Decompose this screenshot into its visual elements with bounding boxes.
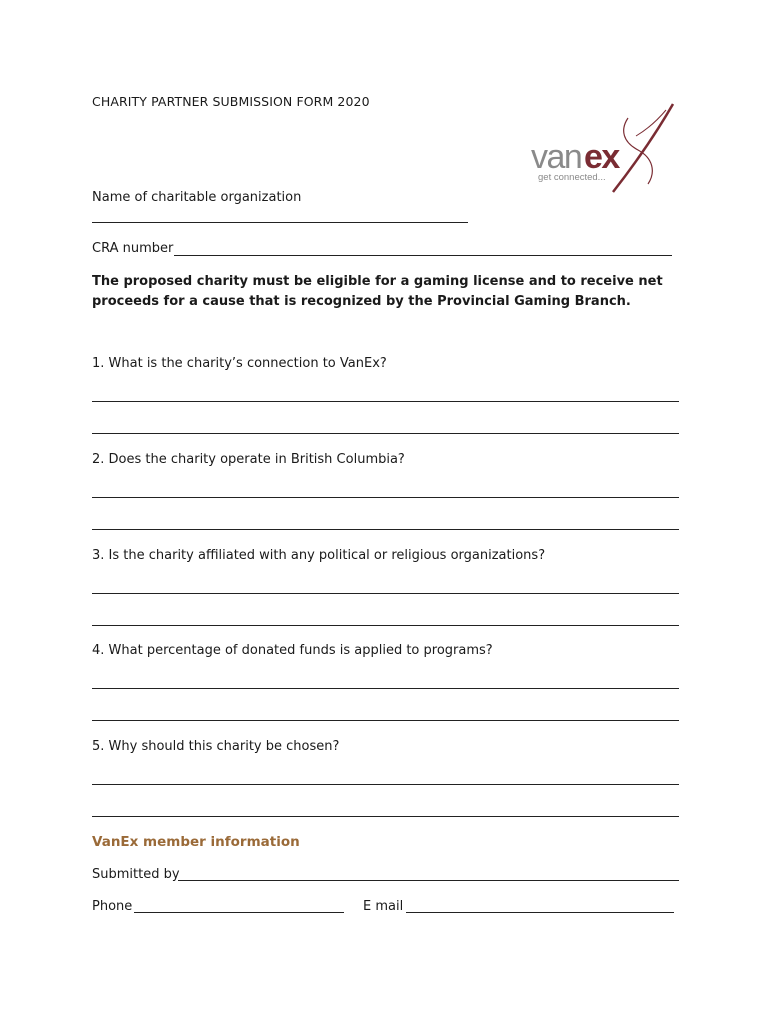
answer-3-line-2[interactable] — [92, 625, 679, 626]
logo-tagline: get connected... — [538, 172, 606, 183]
answer-1-line-1[interactable] — [92, 401, 679, 402]
submitted-by-label: Submitted by — [92, 867, 180, 882]
question-4: 4. What percentage of donated funds is applied to programs? — [92, 643, 493, 658]
answer-1-line-2[interactable] — [92, 433, 679, 434]
vanex-logo — [528, 100, 678, 195]
logo-text-van: van — [531, 138, 582, 176]
cra-number-field[interactable] — [174, 255, 672, 256]
phone-field[interactable] — [134, 912, 344, 913]
org-name-field[interactable] — [92, 222, 468, 223]
logo-text-ex: ex — [584, 138, 619, 176]
answer-3-line-1[interactable] — [92, 593, 679, 594]
answer-2-line-2[interactable] — [92, 529, 679, 530]
email-label: E mail — [363, 899, 404, 914]
question-5: 5. Why should this charity be chosen? — [92, 739, 340, 754]
answer-2-line-1[interactable] — [92, 497, 679, 498]
answer-4-line-1[interactable] — [92, 688, 679, 689]
vanex-logo-graphic — [528, 100, 678, 195]
answer-5-line-1[interactable] — [92, 784, 679, 785]
form-title: CHARITY PARTNER SUBMISSION FORM 2020 — [92, 94, 370, 109]
question-2: 2. Does the charity operate in British Columbia? — [92, 452, 405, 467]
cra-number-label: CRA number — [92, 241, 174, 256]
submitted-by-field[interactable] — [178, 880, 679, 881]
question-3: 3. Is the charity affiliated with any political or religious organizations? — [92, 548, 546, 563]
email-field[interactable] — [406, 912, 674, 913]
eligibility-notice: The proposed charity must be eligible for a gaming license and to receive net proceeds for a cause that is recognized by the Provincial Gaming Branch. — [92, 274, 663, 309]
question-1: 1. What is the charity’s connection to VanEx? — [92, 356, 387, 371]
member-info-heading: VanEx member information — [92, 834, 300, 850]
answer-4-line-2[interactable] — [92, 720, 679, 721]
phone-label: Phone — [92, 899, 133, 914]
org-name-label: Name of charitable organization — [92, 190, 302, 205]
answer-5-line-2[interactable] — [92, 816, 679, 817]
